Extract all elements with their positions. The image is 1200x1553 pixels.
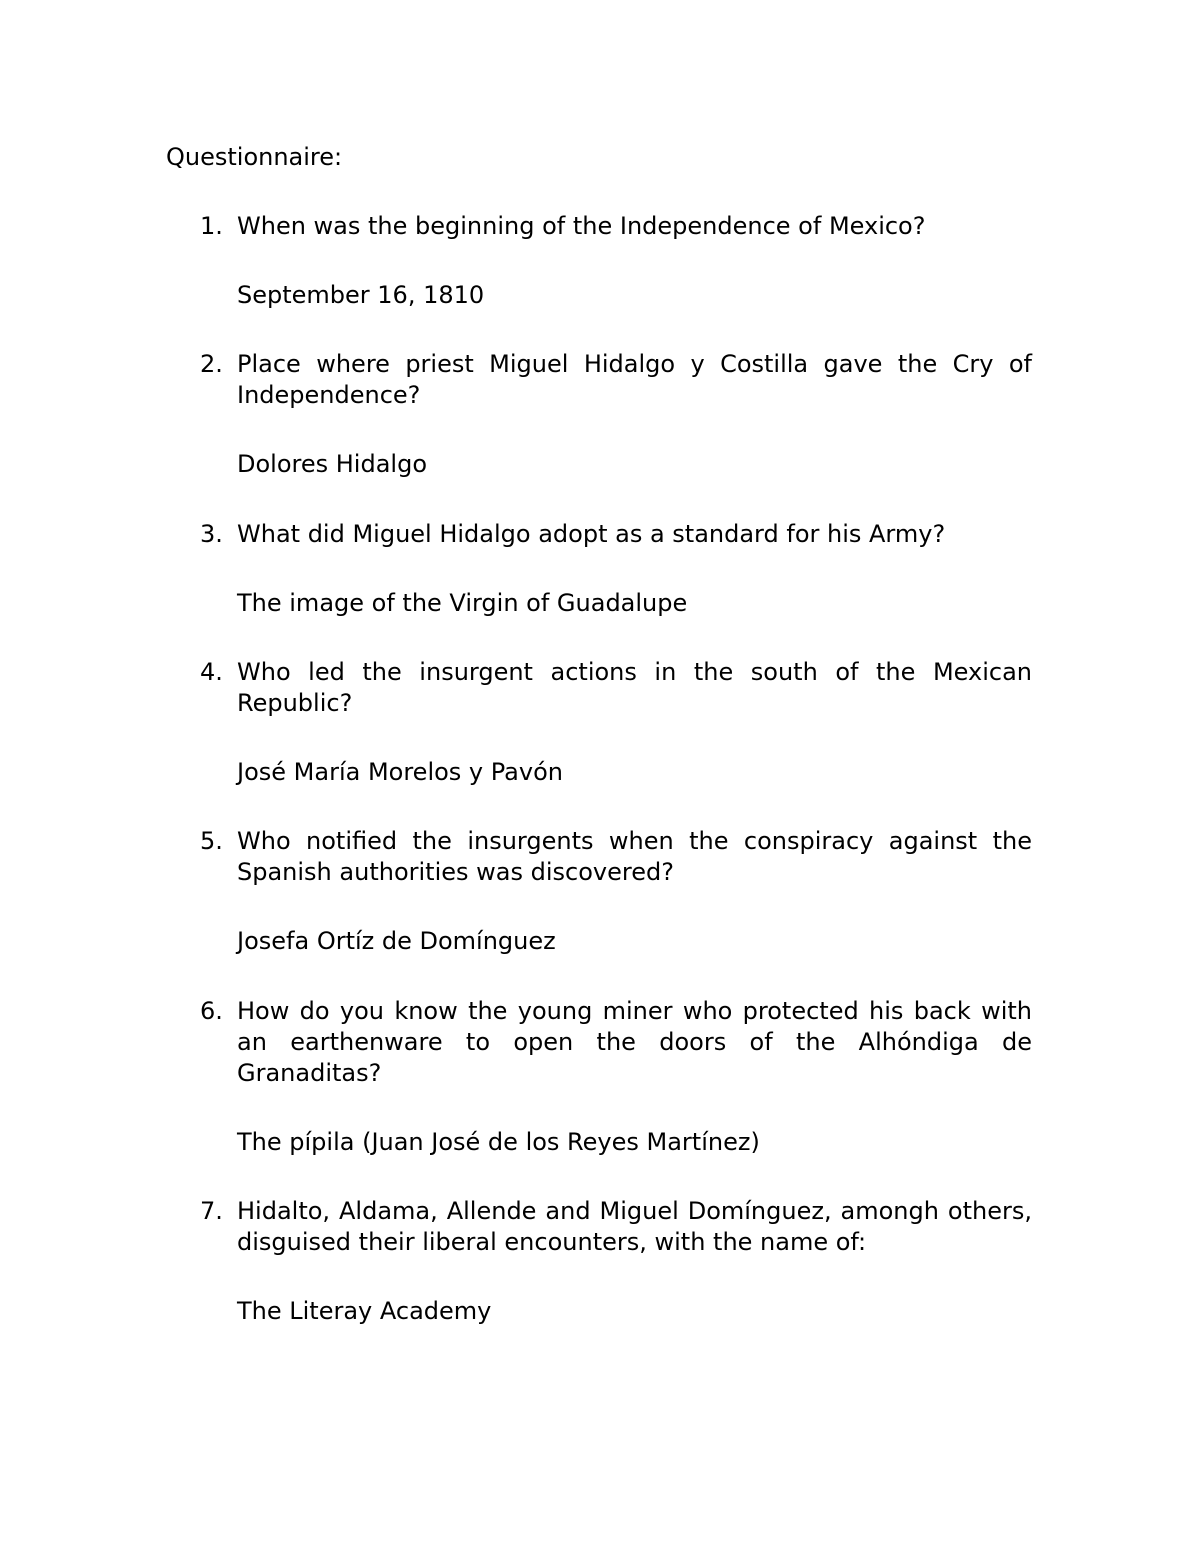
answer-text: The image of the Virgin of Guadalupe xyxy=(237,589,688,617)
question-number: 5. xyxy=(200,827,223,855)
question-number: 7. xyxy=(200,1197,223,1225)
question-text: Who led the insurgent actions in the south of the Mexican Republic? xyxy=(237,658,1032,717)
question-text: Who notified the insurgents when the conspiracy against the Spanish authorities was discovered? xyxy=(237,827,1032,886)
question-text: When was the beginning of the Independence of Mexico? xyxy=(237,212,926,240)
question-text: Place where priest Miguel Hidalgo y Costilla gave the Cry of Independence? xyxy=(237,350,1032,409)
question-text: What did Miguel Hidalgo adopt as a standard for his Army? xyxy=(237,520,946,548)
question-number: 3. xyxy=(200,520,223,548)
question-text: How do you know the young miner who protected his back with an earthenware to open the doors of the Alhóndiga de Granaditas? xyxy=(237,997,1032,1087)
question-number: 6. xyxy=(200,997,223,1025)
question-number: 1. xyxy=(200,212,223,240)
answer-text: The pípila (Juan José de los Reyes Martínez) xyxy=(237,1128,760,1156)
questionnaire-heading: Questionnaire: xyxy=(166,143,343,171)
answer-text: September 16, 1810 xyxy=(237,281,485,309)
question-number: 2. xyxy=(200,350,223,378)
answer-text: Josefa Ortíz de Domínguez xyxy=(237,927,556,955)
answer-text: José María Morelos y Pavón xyxy=(237,758,563,786)
question-text: Hidalto, Aldama, Allende and Miguel Domínguez, amongh others, disguised their liberal encounters, with the name of: xyxy=(237,1197,1032,1256)
answer-text: The Literay Academy xyxy=(237,1297,492,1325)
question-number: 4. xyxy=(200,658,223,686)
answer-text: Dolores Hidalgo xyxy=(237,450,427,478)
